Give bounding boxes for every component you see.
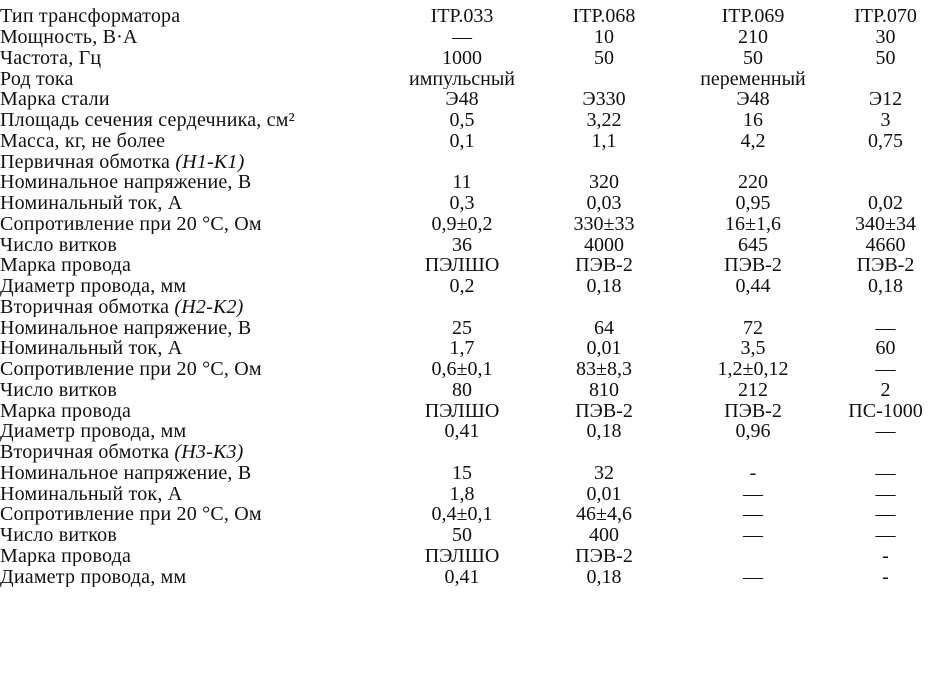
row-value: 50 — [743, 47, 763, 69]
row-value: 50 — [875, 47, 896, 69]
row-value: ПЭВ-2 — [575, 255, 633, 276]
row-value: 4000 — [584, 234, 624, 255]
row-value: Э330 — [582, 89, 626, 110]
row-value: 0,03 — [586, 192, 622, 214]
row-value: 46±4,6 — [576, 504, 632, 525]
row-value: 320 — [589, 172, 619, 193]
row-value: — — [875, 358, 896, 380]
section-title-text: Первичная обмотка — [0, 151, 171, 172]
header-row — [0, 6, 947, 27]
spec-row — [0, 546, 947, 567]
row-value: 4660 — [865, 234, 906, 255]
row-value — [824, 68, 947, 89]
row-value: 0,18 — [586, 566, 622, 587]
row-value: 50 — [594, 47, 614, 69]
section-header-row — [0, 297, 947, 318]
row-value: 340±34 — [855, 213, 916, 235]
spec-row — [0, 193, 947, 214]
section-title-text: Вторичная обмотка — [0, 296, 170, 318]
spec-row — [0, 463, 947, 484]
row-value: 0,96 — [735, 421, 771, 442]
row-value: — — [875, 317, 896, 338]
row-value: 0,41 — [444, 421, 480, 442]
row-value: 16 — [743, 109, 763, 131]
section-winding-code: (H3-K3) — [174, 441, 244, 463]
row-value: ПЭВ-2 — [575, 400, 633, 421]
row-value — [526, 68, 682, 89]
row-value: 72 — [743, 317, 763, 338]
row-label: Марка стали — [0, 89, 110, 110]
row-value: 0,18 — [586, 421, 622, 442]
spec-row — [0, 131, 947, 152]
row-value: 3 — [880, 109, 891, 131]
header-label: Тип трансформатора — [0, 6, 181, 27]
section-title-text: Вторичная обмотка — [0, 441, 170, 463]
row-value: 1,8 — [449, 483, 475, 504]
row-value: ПЭЛШО — [424, 255, 500, 276]
row-value: — — [743, 566, 763, 587]
row-label: Номинальное напряжение, В — [0, 462, 252, 484]
row-value: 0,5 — [449, 109, 475, 131]
model-name: ITP.068 — [572, 6, 636, 27]
spec-row — [0, 359, 947, 380]
section-winding-code: (H2-K2) — [174, 296, 244, 318]
row-label: Диаметр провода, мм — [0, 275, 187, 297]
model-name: ITP.033 — [430, 6, 494, 27]
row-value: 0,18 — [586, 275, 622, 297]
row-value: - — [882, 545, 889, 567]
row-label: Номинальный ток, А — [0, 338, 183, 359]
row-value: 4,2 — [740, 130, 766, 152]
spec-row — [0, 255, 947, 276]
row-label: Число витков — [0, 234, 117, 255]
row-value: ПЭЛШО — [424, 400, 500, 421]
section-header-row — [0, 442, 947, 463]
spec-row — [0, 27, 947, 48]
row-value: Э48 — [736, 89, 770, 110]
spec-row — [0, 234, 947, 255]
spec-row — [0, 400, 947, 421]
row-value: импульсный — [408, 68, 515, 89]
row-value: 10 — [594, 26, 614, 48]
row-label: Род тока — [0, 68, 74, 89]
row-value: 220 — [738, 172, 768, 193]
row-value: Э12 — [868, 89, 903, 110]
model-name: ITP.069 — [721, 6, 785, 27]
spec-row — [0, 276, 947, 297]
spec-row — [0, 214, 947, 235]
spec-row — [0, 504, 947, 525]
row-value: — — [875, 504, 896, 525]
row-value: — — [743, 524, 763, 546]
row-value — [682, 151, 824, 172]
row-value: 50 — [452, 524, 472, 546]
row-label: Площадь сечения сердечника, см² — [0, 109, 295, 131]
spec-row — [0, 338, 947, 359]
row-value — [526, 297, 682, 318]
row-value: — — [875, 462, 896, 484]
row-value: 1,2±0,12 — [717, 358, 789, 380]
row-label: Номинальное напряжение, В — [0, 172, 252, 193]
row-value: ПЭВ-2 — [724, 255, 782, 276]
row-value: — — [743, 483, 763, 504]
section-title — [0, 151, 398, 172]
row-label: Диаметр провода, мм — [0, 421, 187, 442]
row-value — [526, 151, 682, 172]
row-value: ПЭВ-2 — [856, 255, 915, 276]
row-value: 0,2 — [449, 275, 475, 297]
row-label: Число витков — [0, 379, 117, 401]
row-value — [824, 442, 947, 463]
row-value: 60 — [875, 338, 896, 359]
spec-row — [0, 110, 947, 131]
row-value: 0,95 — [735, 192, 771, 214]
row-value: 0,41 — [444, 566, 480, 587]
row-label: Мощность, В·А — [0, 26, 138, 48]
row-value: - — [882, 566, 889, 587]
row-value: 80 — [452, 379, 472, 401]
row-label: Масса, кг, не более — [0, 130, 166, 152]
row-label: Сопротивление при 20 °С, Ом — [0, 358, 262, 380]
row-value — [398, 442, 526, 463]
spec-row — [0, 89, 947, 110]
row-value: 83±8,3 — [576, 358, 632, 380]
row-label: Номинальный ток, А — [0, 192, 183, 214]
row-value: 0,1 — [449, 130, 475, 152]
row-value: 11 — [452, 172, 472, 193]
row-value: 1,7 — [449, 338, 475, 359]
row-value — [824, 172, 947, 193]
row-value: 64 — [594, 317, 614, 338]
spec-row — [0, 172, 947, 193]
row-value: - — [749, 462, 757, 484]
row-value: 0,9±0,2 — [431, 213, 493, 235]
spec-row — [0, 48, 947, 69]
row-value — [682, 297, 824, 318]
row-label: Сопротивление при 20 °С, Ом — [0, 504, 262, 525]
row-value: 810 — [589, 379, 619, 401]
row-value: 2 — [880, 379, 891, 401]
row-value — [824, 297, 947, 318]
model-name: ITP.070 — [854, 6, 917, 27]
spec-row — [0, 317, 947, 338]
row-value — [824, 151, 947, 172]
row-label: Марка провода — [0, 255, 132, 276]
row-value: 0,01 — [586, 338, 622, 359]
row-value: Э48 — [445, 89, 479, 110]
row-value: 30 — [875, 26, 896, 48]
row-value: — — [875, 524, 896, 546]
spec-row — [0, 68, 947, 89]
row-value: 0,6±0,1 — [431, 358, 493, 380]
row-value: 1000 — [442, 47, 482, 69]
row-value: переменный — [700, 68, 806, 89]
row-value: 0,44 — [735, 275, 771, 297]
row-value: 0,18 — [868, 275, 903, 297]
row-value — [682, 442, 824, 463]
row-value: 3,5 — [740, 338, 766, 359]
row-value: — — [743, 504, 763, 525]
spec-row — [0, 483, 947, 504]
row-label: Сопротивление при 20 °С, Ом — [0, 213, 262, 235]
transformer-spec-table — [0, 6, 947, 587]
row-label: Частота, Гц — [0, 47, 102, 69]
row-value: 16±1,6 — [725, 213, 781, 235]
row-value: 1,1 — [591, 130, 617, 152]
row-value: 25 — [452, 317, 472, 338]
row-value: 3,22 — [586, 109, 622, 131]
row-value: ПЭВ-2 — [724, 400, 782, 421]
row-value: 15 — [452, 462, 472, 484]
row-value — [526, 442, 682, 463]
row-value: 330±33 — [573, 213, 635, 235]
row-value: — — [452, 26, 472, 48]
row-label: Номинальный ток, А — [0, 483, 183, 504]
row-label: Номинальное напряжение, В — [0, 317, 252, 338]
section-title — [0, 297, 398, 318]
row-value: — — [875, 483, 896, 504]
row-value: ПЭВ-2 — [575, 545, 633, 567]
row-value: 0,02 — [868, 192, 903, 214]
spec-row — [0, 421, 947, 442]
row-value — [398, 151, 526, 172]
section-title — [0, 442, 398, 463]
row-value — [398, 297, 526, 318]
row-value: ПЭЛШО — [424, 545, 500, 567]
row-value: 210 — [738, 26, 768, 48]
row-value: 0,3 — [449, 192, 475, 214]
row-label: Число витков — [0, 524, 117, 546]
row-value: 0,75 — [868, 130, 903, 152]
section-winding-code: (H1-K1) — [175, 151, 245, 172]
section-header-row — [0, 151, 947, 172]
row-value: 645 — [738, 234, 768, 255]
row-label: Марка провода — [0, 545, 132, 567]
spec-row — [0, 566, 947, 587]
row-label: Марка провода — [0, 400, 132, 421]
row-value: — — [875, 421, 896, 442]
row-value: 212 — [738, 379, 768, 401]
row-value — [682, 546, 824, 567]
spec-table-body — [0, 6, 947, 587]
row-value: 0,4±0,1 — [431, 504, 493, 525]
spec-row — [0, 525, 947, 546]
row-value: 32 — [594, 462, 614, 484]
row-value: 0,01 — [586, 483, 622, 504]
row-label: Диаметр провода, мм — [0, 566, 187, 587]
row-value: ПС-1000 — [848, 400, 923, 421]
spec-row — [0, 380, 947, 401]
row-value: 36 — [452, 234, 472, 255]
row-value: 400 — [589, 524, 619, 546]
